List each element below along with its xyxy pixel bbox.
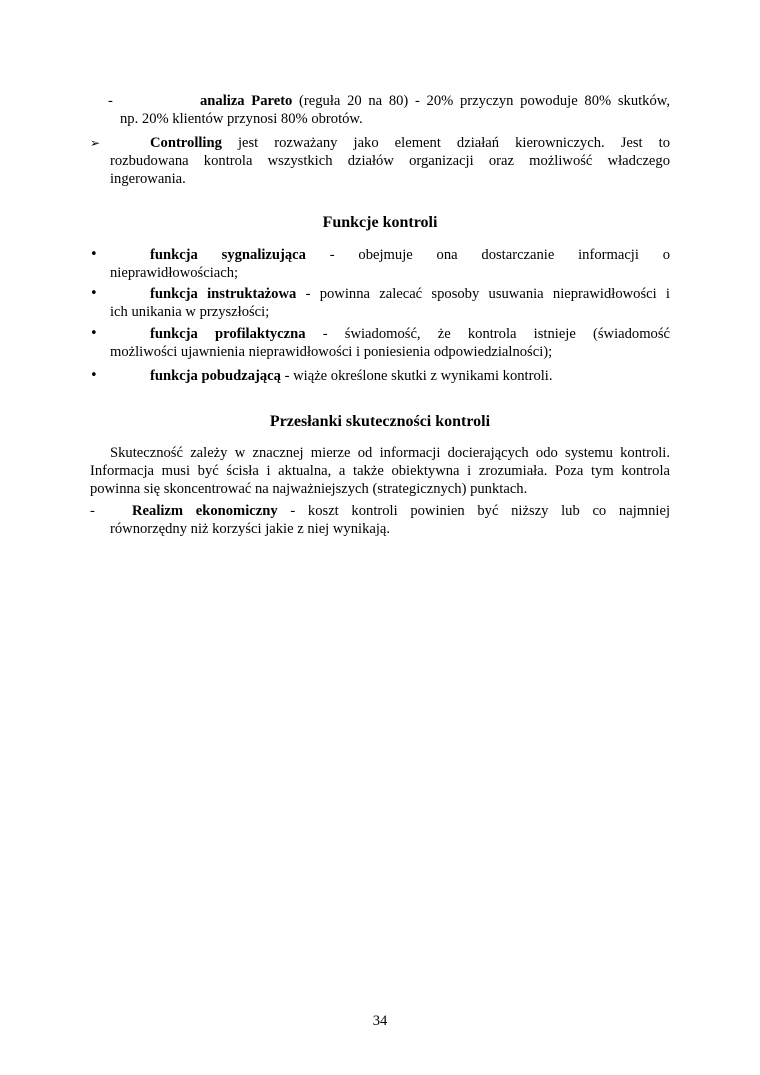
bullet-icon: • (90, 368, 98, 383)
realizm-text (110, 502, 670, 538)
function-item-1-term: funkcja sygnalizująca (150, 247, 306, 263)
function-item-3-term: funkcja profilaktyczna (150, 326, 306, 342)
function-item-2-line-1 (110, 285, 670, 303)
pareto-line-2: np. 20% klientów przynosi 80% obrotów. (120, 111, 363, 127)
controlling-text (110, 134, 670, 188)
controlling-line-1-rest: jest rozważany jako element działań kierowniczych. Jest to (221, 135, 670, 151)
dash-marker: - (108, 93, 113, 109)
dash-marker: - (90, 503, 95, 519)
arrow-bullet-icon: ➢ (90, 136, 101, 150)
function-item-1 (90, 246, 670, 282)
realizm-rest: - koszt kontroli powinien być niższy lub co najmniej (277, 503, 670, 519)
function-item-4-line-1 (110, 367, 670, 385)
paragraph-line-1-text: Skuteczność zależy w znacznej mierze od informacji docierających odo systemu kontroli. (110, 445, 670, 461)
function-item-3-line-1 (110, 325, 670, 343)
pareto-line-1 (120, 92, 670, 110)
skutecznosc-paragraph (90, 444, 670, 498)
controlling-item (90, 134, 670, 188)
function-item-2-line-2: ich unikania w przyszłości; (110, 304, 270, 320)
function-item-1-line-2: nieprawidłowościach; (110, 265, 239, 281)
function-item-3 (90, 325, 670, 361)
pareto-text (120, 92, 670, 128)
function-item-3-text (110, 325, 670, 361)
function-item-3-rest: - świadomość, że kontrola istnieje (świadomość (305, 326, 670, 342)
pareto-item (108, 92, 670, 128)
function-item-2-term: funkcja instruktażowa (150, 286, 297, 302)
function-item-2-text (110, 285, 670, 321)
bullet-icon: • (90, 286, 98, 301)
controlling-line-3: ingerowania. (110, 171, 186, 187)
function-item-4-rest: - wiąże określone skutki z wynikami kontroli. (280, 368, 553, 384)
pareto-term: analiza Pareto (200, 93, 293, 109)
function-item-4 (90, 367, 670, 385)
section-heading-funkcje: Funkcje kontroli (322, 214, 438, 231)
function-item-1-line-1 (110, 246, 670, 264)
bullet-icon: • (90, 326, 98, 341)
bullet-icon: • (90, 247, 98, 262)
controlling-term: Controlling (150, 135, 222, 151)
realizm-item (90, 502, 670, 538)
page-number: 34 (372, 1013, 388, 1029)
function-item-1-text (110, 246, 670, 282)
paragraph-line-2: Informacja musi być ścisła i aktualna, a także obiektywna i zrozumiała. Poza tym kontrola (90, 463, 670, 479)
realizm-line-1 (110, 502, 670, 520)
controlling-line-1 (110, 134, 670, 152)
paragraph-line-1 (90, 444, 670, 462)
function-item-2-rest: - powinna zalecać sposoby usuwania nieprawidłowości i (296, 286, 670, 302)
section-heading-przeslanki: Przesłanki skuteczności kontroli (269, 413, 491, 430)
function-item-1-rest: - obejmuje ona dostarczanie informacji o (305, 247, 670, 263)
function-item-3-line-2: możliwości ujawnienia nieprawidłowości i poniesienia odpowiedzialności); (110, 344, 553, 360)
function-item-4-term: funkcja pobudzającą (150, 368, 281, 384)
pareto-line-1-rest: (reguła 20 na 80) - 20% przyczyn powoduje 80% skutków, (292, 93, 670, 109)
paragraph-line-3: powinna się skoncentrować na najważniejszych (strategicznych) punktach. (90, 481, 528, 497)
controlling-line-2: rozbudowana kontrola wszystkich działów organizacji oraz możliwość władczego (110, 153, 670, 169)
function-item-2 (90, 285, 670, 321)
function-item-4-text (110, 367, 670, 385)
realizm-term: Realizm ekonomiczny (132, 503, 278, 519)
realizm-line-2: równorzędny niż korzyści jakie z niej wynikają. (110, 521, 391, 537)
